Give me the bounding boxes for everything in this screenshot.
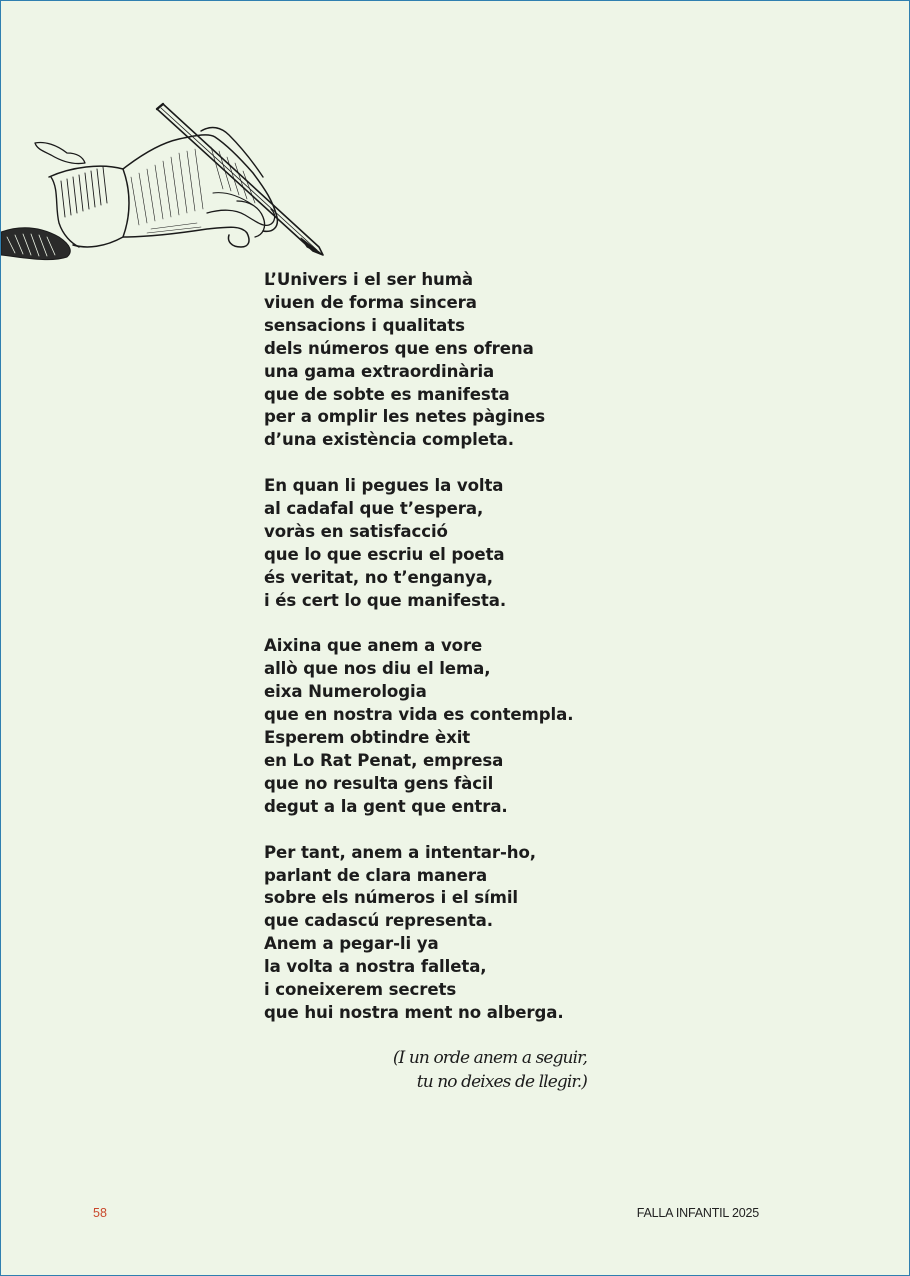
poem-line: Per tant, anem a intentar-ho, [264, 842, 536, 862]
poem-line: la volta a nostra falleta, [264, 957, 487, 977]
poem-line: per a omplir les netes pàgines [264, 407, 546, 427]
poem-line: i coneixerem secrets [264, 980, 457, 1000]
poem-stanza [264, 635, 824, 818]
poem-line: dels números que ens ofrena [264, 338, 534, 358]
poem-line: sensacions i qualitats [264, 315, 465, 335]
poem-line: que de sobte es manifesta [264, 384, 510, 404]
poem-stanza [264, 475, 824, 612]
poem-line: parlant de clara manera [264, 865, 488, 885]
hand-writing-icon [1, 97, 341, 267]
closing-line: (I un orde anem a seguir, [392, 1048, 587, 1068]
poem-line: En quan li pegues la volta [264, 476, 504, 496]
poem-line: i és cert lo que manifesta. [264, 590, 507, 610]
poem-stanza [264, 269, 824, 452]
poem-line: que en nostra vida es contempla. [264, 705, 574, 725]
poem-line: en Lo Rat Penat, empresa [264, 751, 504, 770]
poem-line: Aixina que anem a vore [264, 636, 483, 656]
closing-line: tu no deixes de llegir.) [416, 1072, 587, 1092]
poem-line: degut a la gent que entra. [264, 796, 508, 816]
poem-line: d’una existència completa. [264, 430, 514, 450]
poem-line: sobre els números i el símil [264, 888, 518, 908]
poem-line: una gama extraordinària [264, 361, 495, 381]
poem-line: que lo que escriu el poeta [264, 544, 505, 564]
poem-line: que no resulta gens fàcil [264, 773, 494, 793]
poem-line: eixa Numerologia [264, 682, 427, 702]
poem-line: L’Univers i el ser humà [264, 270, 474, 289]
page-number: 58 [93, 1206, 107, 1220]
poem-closing [371, 1046, 587, 1094]
poem-line: Esperem obtindre èxit [264, 728, 471, 748]
poem-line: és veritat, no t’enganya, [264, 567, 493, 587]
footer-title: FALLA INFANTIL 2025 [636, 1206, 759, 1220]
poem-line: allò que nos diu el lema, [264, 659, 491, 679]
poem-line: al cadafal que t’espera, [264, 499, 484, 519]
poem-line: que cadascú representa. [264, 911, 493, 931]
poem-line: viuen de forma sincera [264, 292, 477, 312]
poem-line: voràs en satisfacció [264, 521, 448, 541]
poem [264, 269, 824, 1048]
poem-line: Anem a pegar-li ya [264, 934, 439, 954]
poem-stanza [264, 842, 824, 1025]
poem-line: que hui nostra ment no alberga. [264, 1002, 564, 1022]
